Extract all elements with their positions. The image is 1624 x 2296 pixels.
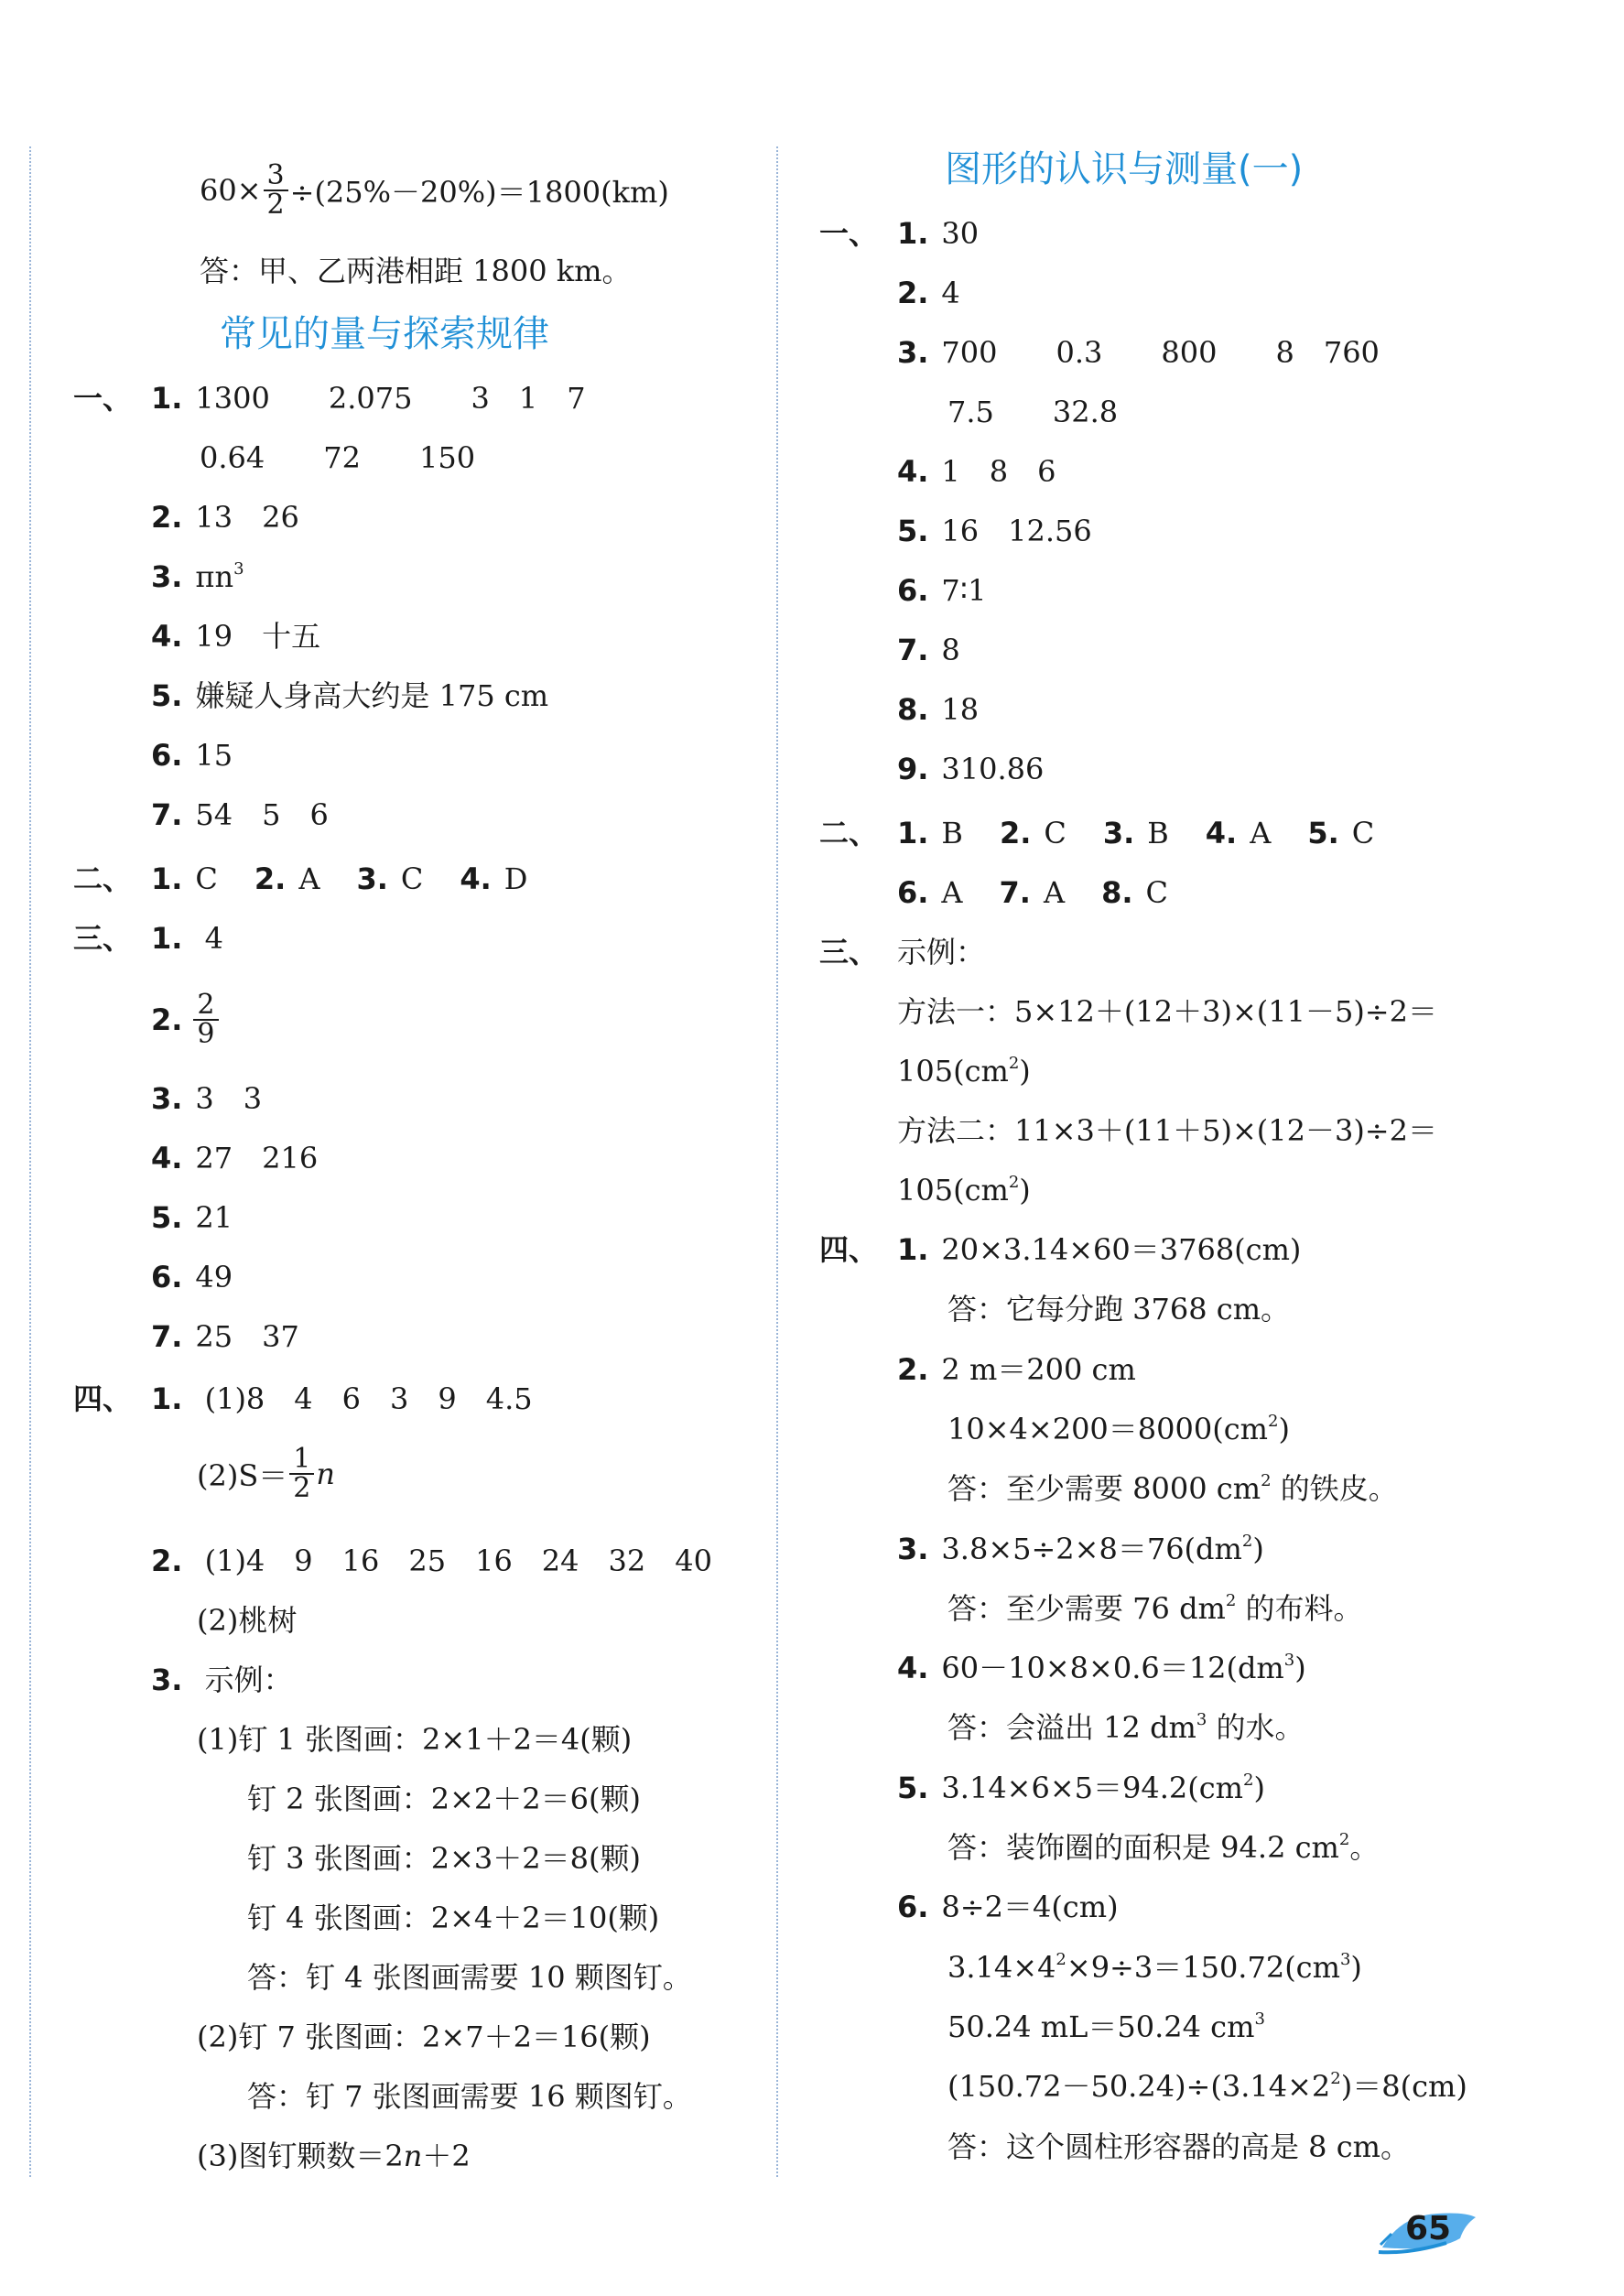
item-number: 7. (897, 633, 929, 667)
answer-line (151, 618, 320, 655)
item-number: 6. (151, 1260, 183, 1294)
item-number: 1. (897, 816, 929, 850)
intro-equation: 60× $\frac{3}{2}$ ÷(25%－20%)＝1800(km) (200, 159, 669, 221)
item-number: 1. (897, 1232, 929, 1267)
answer-text: 310.86 (941, 752, 1045, 786)
answer-line (897, 334, 1380, 371)
choice-answer: C (400, 861, 424, 896)
choice-answer: C (1145, 875, 1168, 910)
item-number: 7. (999, 875, 1031, 910)
fraction: $\frac{2}{9}$ (193, 991, 218, 1048)
answer-line (897, 572, 986, 609)
answer-text: 答：它每分跑 3768 cm。 (947, 1292, 1291, 1327)
choice-answer: C (1351, 816, 1375, 850)
answer-text: 25 37 (195, 1319, 299, 1354)
section-label: 二、 (819, 816, 879, 850)
left-margin-rule (29, 146, 31, 2177)
answer-text: 54 5 6 (195, 797, 329, 832)
answer-text: (3)图钉颗数＝2n＋2 (197, 2139, 471, 2173)
item-number: 1. (151, 861, 183, 896)
answer-line (897, 1531, 1264, 1567)
item-number: 4. (460, 861, 492, 896)
right-section-2-row (897, 815, 1374, 851)
section-title-left: 常见的量与探索规律 (220, 313, 549, 355)
section-label: 一、 (819, 216, 879, 251)
left-section-2-row (151, 861, 527, 897)
answer-text: 8 (941, 633, 960, 667)
answer-line (897, 632, 960, 668)
answer-line: 1. (1)8 4 6 3 9 4.5 (151, 1381, 533, 1416)
item-number: 2. (254, 861, 287, 896)
choice-answer: D (503, 861, 528, 896)
item-number: 6. (897, 573, 929, 608)
item-number: 1. (897, 216, 929, 251)
answer-text: 30 (941, 216, 980, 251)
answer-text: 2 m＝200 cm (941, 1351, 1136, 1387)
answer-line (897, 513, 1092, 549)
answer-text: 答：至少需要 76 $dm^2$ 的布料。 (947, 1590, 1363, 1626)
answer-text: $(150.72-50.24)\div(3.14\times 2^2)=8(cm)$ (947, 2069, 1467, 2105)
choice-answer: B (941, 816, 963, 850)
answer-line (151, 1199, 233, 1236)
item-number: 4. (1205, 816, 1238, 850)
answer-text: 0.64 72 150 (200, 440, 476, 475)
answer-line: 3. 示例： (151, 1662, 293, 1697)
answer-text: 答：钉 4 张图画需要 10 颗图钉。 (247, 1960, 692, 1995)
item-number: 5. (897, 514, 929, 548)
answer-line (897, 1351, 1136, 1388)
answer-text: 钉 2 张图画：2×2＋2＝6(颗) (247, 1782, 641, 1816)
fraction: $\frac{3}{2}$ (264, 162, 288, 219)
answer-text: $3.14\times 4^2\times 9\div 3=150.72(cm^3)$ (947, 1949, 1362, 1985)
item-number: 1. (151, 381, 183, 416)
answer-text: 15 (195, 738, 233, 773)
answer-line (897, 1889, 1119, 1925)
answer-text: $60-10\times 8\times 0.6=12(dm^3)$ (941, 1651, 1306, 1686)
item-number: 5. (151, 1200, 183, 1235)
answer-text: 答：会溢出 12 $dm^3$ 的水。 (947, 1710, 1305, 1746)
section-label: 二、 (73, 861, 133, 896)
item-number: 5. (1307, 816, 1339, 850)
item-number: 2. (897, 276, 929, 310)
answer-line (151, 1259, 233, 1295)
item-number: 6. (897, 875, 929, 910)
item-number: 5. (151, 678, 183, 713)
answer-text: 方法一：5×12＋(12＋3)×(11－5)÷2＝ (897, 994, 1437, 1029)
item-number: 2. (897, 1351, 929, 1387)
answer-text: (2)钉 7 张图画：2×7＋2＝16(颗) (197, 2020, 651, 2054)
answer-line (897, 751, 1044, 787)
section-label: 四、 (73, 1381, 133, 1416)
choice-answer: B (1147, 816, 1169, 850)
answer-text: 21 (195, 1200, 233, 1235)
answer-text: 7∶1 (941, 573, 987, 608)
answer-text: 答：装饰圈的面积是 94.2 $cm^2$。 (947, 1830, 1380, 1865)
answer-text: 13 26 (195, 500, 299, 535)
choice-answer: C (195, 861, 218, 896)
answer-text: 27 216 (195, 1141, 319, 1175)
page-number: 65 (1404, 2210, 1452, 2247)
answer-text: 嫌疑人身高大约是 175 cm (195, 678, 549, 713)
answer-line (897, 1650, 1306, 1686)
answer-text: 50.24 mL＝50.24 $cm^3$ (947, 2009, 1265, 2044)
answer-line (897, 1770, 1265, 1806)
answer-text: 答：至少需要 8000 $cm^2$ 的铁皮。 (947, 1471, 1398, 1507)
item-number: 4. (897, 454, 929, 489)
section-label: 一、 (73, 381, 133, 416)
item-number: 3. (897, 1531, 929, 1566)
answer-text: 1 8 6 (941, 454, 1056, 489)
answer-text: 16 12.56 (941, 514, 1092, 548)
answer-line (897, 1231, 1301, 1268)
answer-line (151, 499, 299, 536)
item-number: 3. (897, 335, 929, 370)
answer-line (897, 691, 979, 728)
choice-answer: A (1250, 816, 1272, 850)
answer-text: 49 (195, 1260, 233, 1294)
item-number: 7. (151, 1319, 183, 1354)
answer-text: 1300 2.075 3 1 7 (195, 381, 586, 416)
answer-line: 1. 4 (151, 921, 223, 956)
answer-text: 钉 3 张图画：2×3＋2＝8(颗) (247, 1841, 641, 1876)
item-number: 6. (897, 1890, 929, 1925)
item-number: 2. (999, 816, 1032, 850)
section-title-right: 图形的认识与测量(一) (945, 148, 1304, 190)
answer-text: 示例： (897, 935, 986, 969)
answer-text: 18 (941, 692, 980, 727)
answer-line: 2. $\frac{2}{9}$ (151, 983, 221, 1056)
answer-line: 2. (1)4 9 16 25 16 24 32 40 (151, 1543, 712, 1578)
item-number: 3. (151, 559, 183, 594)
choice-answer: A (298, 861, 320, 896)
answer-text: 答：钉 7 张图画需要 16 颗图钉。 (247, 2079, 692, 2114)
answer-text: $3.8\times 5\div 2\times 8=76(dm^2)$ (941, 1531, 1264, 1566)
item-number: 7. (151, 797, 183, 832)
answer-line (897, 215, 979, 252)
section-label: 三、 (73, 921, 133, 956)
item-number: 4. (151, 1141, 183, 1175)
answer-line (897, 275, 960, 311)
answer-text: $\pi n^3$ (195, 559, 244, 594)
item-number: 4. (151, 619, 183, 654)
answer-line (151, 1140, 318, 1176)
answer-text: 8÷2＝4(cm) (941, 1890, 1119, 1925)
answer-line (151, 380, 586, 417)
item-number: 6. (151, 738, 183, 773)
answer-line (151, 1080, 262, 1117)
item-number: 8. (897, 692, 929, 727)
answer-text: $105(cm^2)$ (897, 1054, 1031, 1088)
item-number: 8. (1101, 875, 1133, 910)
choice-answer: A (1043, 875, 1066, 910)
answer-text: $10\times 4\times 200=8000(cm^2)$ (947, 1411, 1290, 1446)
center-column-rule (776, 146, 778, 2177)
answer-line (897, 453, 1056, 490)
answer-text: 答：这个圆柱形容器的高是 8 cm。 (947, 2128, 1410, 2164)
section-label: 三、 (819, 935, 879, 969)
answer-text: 20×3.14×60＝3768(cm) (941, 1232, 1302, 1267)
answer-text: 钉 4 张图画：2×4＋2＝10(颗) (247, 1901, 660, 1935)
answer-line (151, 796, 329, 833)
answer-text: $3.14\times 6\times 5=94.2(cm^2)$ (941, 1770, 1265, 1805)
item-number: 2. (151, 500, 183, 535)
answer-text: 7.5 32.8 (947, 395, 1119, 429)
answer-text: 19 十五 (195, 619, 321, 654)
fraction: $\frac{1}{2}$ (289, 1446, 314, 1502)
item-number: 4. (897, 1651, 929, 1686)
item-number: 3. (1102, 816, 1135, 850)
answer-text: 700 0.3 800 8 760 (941, 335, 1380, 370)
item-number: 9. (897, 752, 929, 786)
choice-answer: C (1044, 816, 1066, 850)
item-number: 5. (897, 1770, 929, 1805)
answer-line (151, 558, 244, 595)
answer-text: 方法二：11×3＋(11＋5)×(12－3)÷2＝ (897, 1113, 1437, 1148)
answer-text: $105(cm^2)$ (897, 1173, 1031, 1208)
choice-answer: A (941, 875, 963, 910)
right-section-2-row (897, 874, 1168, 911)
answer-line (151, 737, 233, 774)
answer-text: 3 3 (195, 1081, 263, 1116)
answer-line (151, 677, 548, 714)
answer-line: (2)桃树 (197, 1603, 298, 1638)
intro-answer: 答：甲、乙两港相距 1800 km。 (200, 254, 632, 288)
answer-text: 4 (941, 276, 960, 310)
answer-text: (1)钉 1 张图画：2×1＋2＝4(颗) (197, 1722, 633, 1757)
section-label: 四、 (819, 1232, 879, 1267)
item-number: 3. (356, 861, 388, 896)
answer-line (151, 1318, 299, 1355)
item-number: 3. (151, 1081, 183, 1116)
page-number-badge (1373, 2197, 1483, 2261)
answer-line: (2)S＝ $\frac{1}{2}$ n (197, 1443, 335, 1504)
